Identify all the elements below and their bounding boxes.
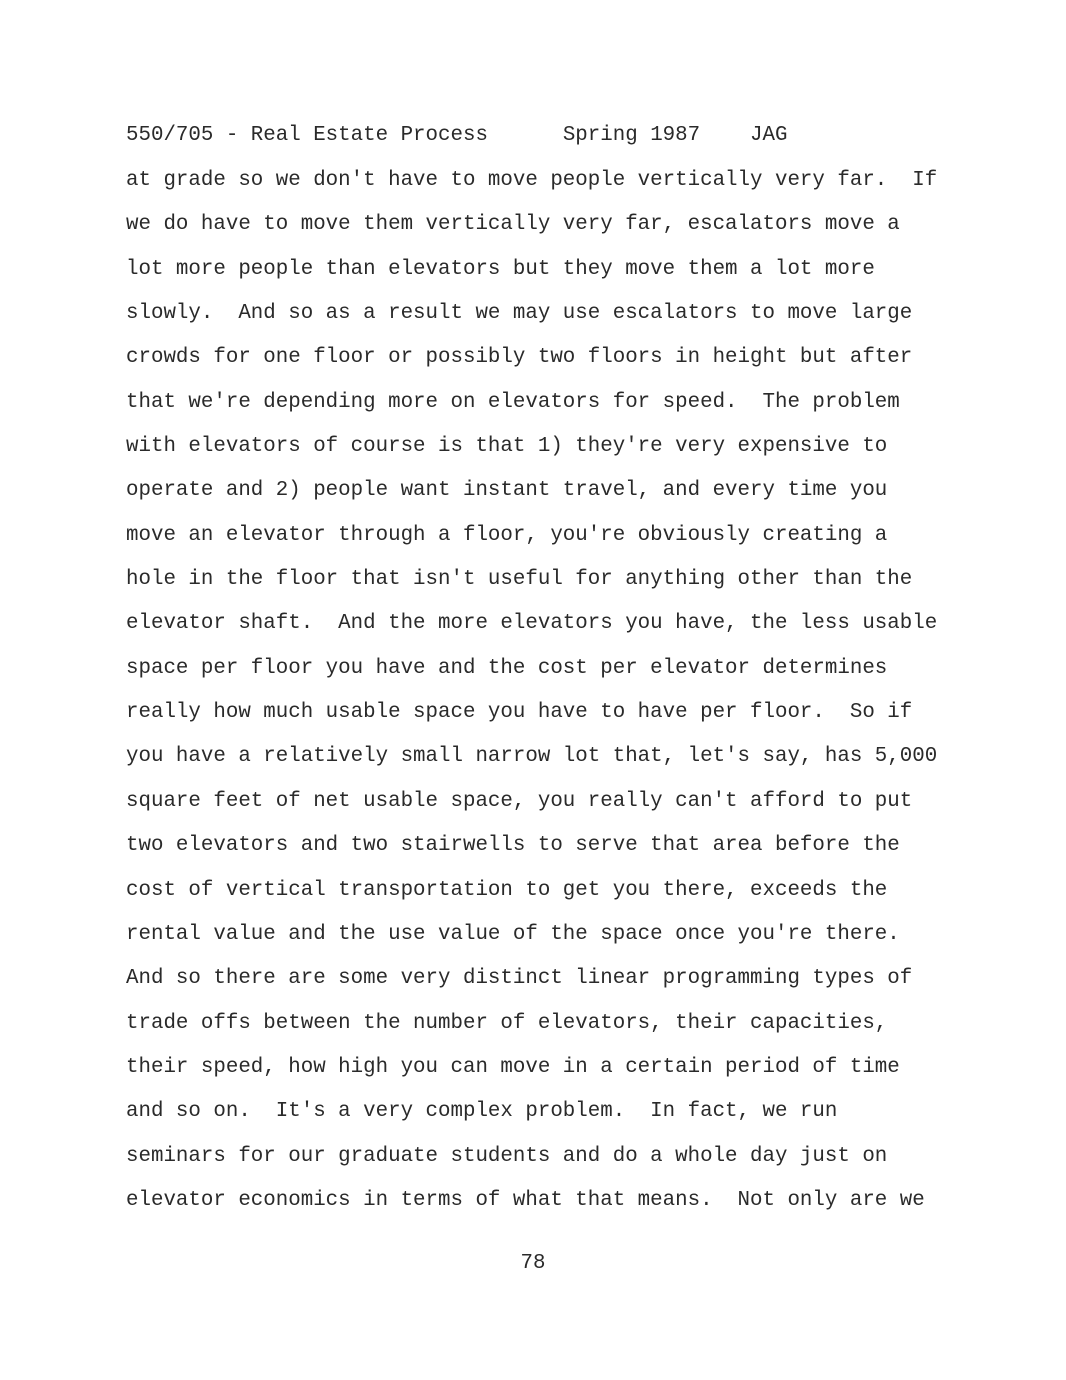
text-line: lot more people than elevators but they move them a lot more (126, 257, 875, 281)
page-number: 78 (520, 1252, 546, 1275)
text-line: hole in the floor that isn't useful for anything other than the (126, 568, 913, 592)
text-line: two elevators and two stairwells to serve that area before the (126, 834, 900, 858)
page-header (126, 124, 788, 148)
text-line: that we're depending more on elevators for speed. The problem (126, 390, 900, 414)
text-line: really how much usable space you have to have per floor. So if (126, 701, 913, 725)
text-line: square feet of net usable space, you really can't afford to put (126, 789, 913, 813)
text-line: you have a relatively small narrow lot that, let's say, has 5,000 (126, 745, 938, 769)
text-line: cost of vertical transportation to get you there, exceeds the (126, 878, 888, 902)
text-line: their speed, how high you can move in a certain period of time (126, 1055, 900, 1079)
text-line: trade offs between the number of elevators, their capacities, (126, 1011, 888, 1035)
text-line: elevator economics in terms of what that means. Not only are we (126, 1188, 925, 1212)
text-line: seminars for our graduate students and do a whole day just on (126, 1144, 888, 1168)
text-line: crowds for one floor or possibly two floors in height but after (126, 346, 913, 370)
text-line: we do have to move them vertically very far, escalators move a (126, 213, 900, 237)
text-line: operate and 2) people want instant travel, and every time you (126, 479, 888, 503)
course-title: 550/705 - Real Estate Process (126, 124, 488, 147)
transcript-body (126, 169, 937, 1233)
text-line: with elevators of course is that 1) they're very expensive to (126, 435, 888, 459)
text-line: slowly. And so as a result we may use escalators to move large (126, 302, 913, 326)
text-line: rental value and the use value of the space once you're there. (126, 922, 900, 946)
text-line: at grade so we don't have to move people vertically very far. If (126, 169, 938, 192)
text-line: move an elevator through a floor, you're obviously creating a (126, 523, 888, 547)
text-line: and so on. It's a very complex problem. In fact, we run (126, 1100, 838, 1124)
text-line: And so there are some very distinct linear programming types of (126, 967, 913, 991)
text-line: elevator shaft. And the more elevators you have, the less usable (126, 612, 938, 636)
term: Spring 1987 (562, 124, 701, 147)
text-line: space per floor you have and the cost per elevator determines (126, 656, 888, 680)
initials: JAG (750, 124, 788, 147)
